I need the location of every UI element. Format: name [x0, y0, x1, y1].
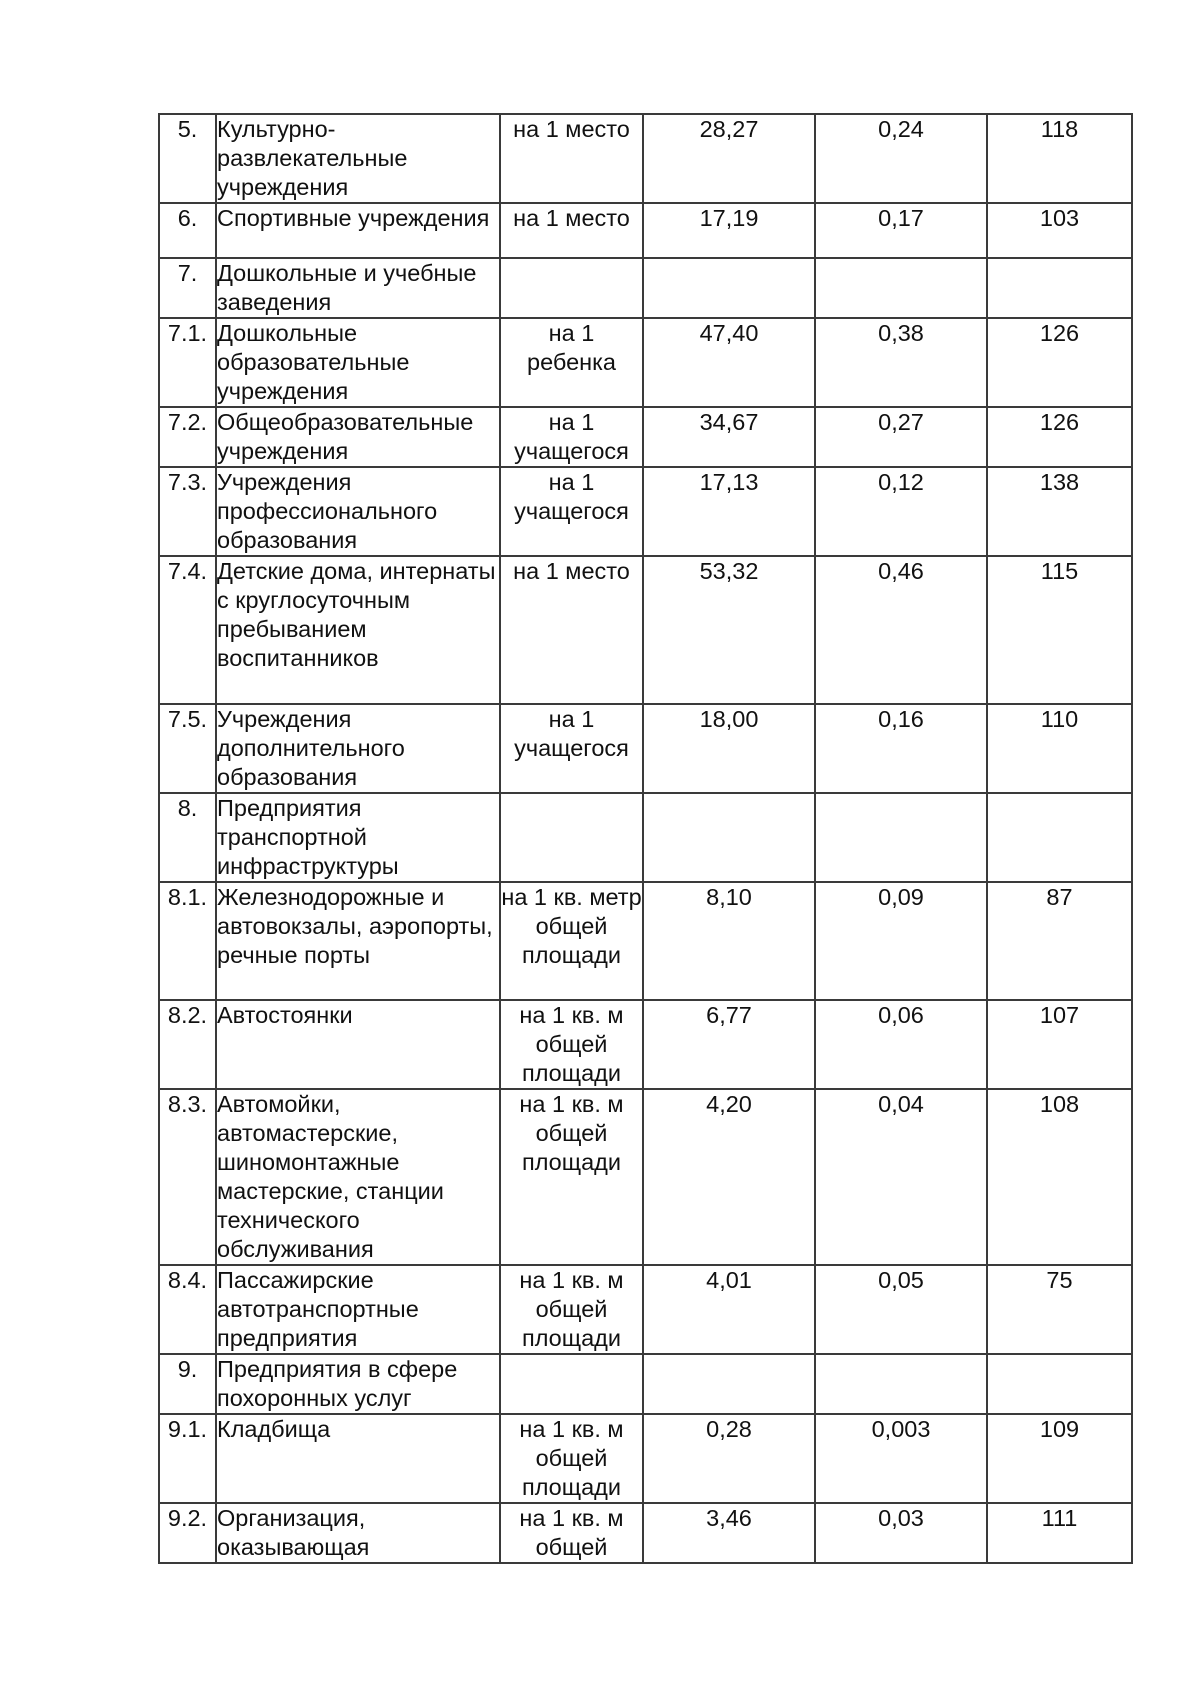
facility-name: Предприятия в сфере похоронных услуг	[216, 1354, 500, 1414]
value-2: 0,27	[815, 407, 987, 467]
value-1: 53,32	[643, 556, 815, 704]
row-number: 8.4.	[159, 1265, 216, 1354]
value-1: 0,28	[643, 1414, 815, 1503]
row-number: 7.	[159, 258, 216, 318]
row-number: 8.	[159, 793, 216, 882]
value-3: 103	[987, 203, 1132, 258]
table-row	[159, 1414, 1132, 1503]
unit-of-measure	[500, 793, 643, 882]
unit-of-measure: на 1 кв. м общей площади	[500, 1089, 643, 1265]
value-3: 118	[987, 114, 1132, 203]
table-row	[159, 1089, 1132, 1265]
table-row	[159, 1354, 1132, 1414]
row-number: 7.3.	[159, 467, 216, 556]
facility-name: Общеобразовательные учреждения	[216, 407, 500, 467]
facility-name: Организация, оказывающая	[216, 1503, 500, 1563]
table-row	[159, 203, 1132, 258]
value-1: 4,01	[643, 1265, 815, 1354]
value-1: 34,67	[643, 407, 815, 467]
value-2	[815, 793, 987, 882]
unit-of-measure	[500, 1354, 643, 1414]
unit-of-measure: на 1 учащегося	[500, 407, 643, 467]
facility-name: Автомойки, автомастерские, шиномонтажные мастерские, станции технического обслуживания	[216, 1089, 500, 1265]
table-row	[159, 882, 1132, 1000]
value-3: 75	[987, 1265, 1132, 1354]
value-3: 111	[987, 1503, 1132, 1563]
table-row	[159, 704, 1132, 793]
value-2: 0,09	[815, 882, 987, 1000]
value-1: 47,40	[643, 318, 815, 407]
value-1	[643, 1354, 815, 1414]
value-2: 0,06	[815, 1000, 987, 1089]
facility-name: Учреждения профессионального образования	[216, 467, 500, 556]
value-2: 0,16	[815, 704, 987, 793]
row-number: 8.2.	[159, 1000, 216, 1089]
value-2: 0,24	[815, 114, 987, 203]
value-3: 126	[987, 407, 1132, 467]
table-row	[159, 318, 1132, 407]
value-1: 17,19	[643, 203, 815, 258]
row-number: 8.1.	[159, 882, 216, 1000]
value-2: 0,38	[815, 318, 987, 407]
facility-name: Предприятия транспортной инфраструктуры	[216, 793, 500, 882]
unit-of-measure: на 1 кв. м общей площади	[500, 1000, 643, 1089]
row-number: 6.	[159, 203, 216, 258]
table-row	[159, 114, 1132, 203]
table-row	[159, 1000, 1132, 1089]
value-3	[987, 258, 1132, 318]
facility-name: Дошкольные образовательные учреждения	[216, 318, 500, 407]
unit-of-measure: на 1 место	[500, 114, 643, 203]
facility-name: Культурно-развлекательные учреждения	[216, 114, 500, 203]
value-2: 0,12	[815, 467, 987, 556]
unit-of-measure: на 1 кв. м общей	[500, 1503, 643, 1563]
value-1: 6,77	[643, 1000, 815, 1089]
unit-of-measure: на 1 кв. м общей площади	[500, 1265, 643, 1354]
value-3: 109	[987, 1414, 1132, 1503]
unit-of-measure: на 1 ребенка	[500, 318, 643, 407]
value-3: 126	[987, 318, 1132, 407]
facility-name: Автостоянки	[216, 1000, 500, 1089]
value-3: 87	[987, 882, 1132, 1000]
unit-of-measure: на 1 место	[500, 556, 643, 704]
facility-name: Спортивные учреждения	[216, 203, 500, 258]
table-row	[159, 467, 1132, 556]
row-number: 7.5.	[159, 704, 216, 793]
value-1: 3,46	[643, 1503, 815, 1563]
value-3: 107	[987, 1000, 1132, 1089]
value-1: 8,10	[643, 882, 815, 1000]
value-1: 4,20	[643, 1089, 815, 1265]
unit-of-measure: на 1 кв. м общей площади	[500, 1414, 643, 1503]
value-2	[815, 1354, 987, 1414]
value-3: 115	[987, 556, 1132, 704]
unit-of-measure: на 1 место	[500, 203, 643, 258]
value-1: 18,00	[643, 704, 815, 793]
row-number: 7.4.	[159, 556, 216, 704]
row-number: 9.	[159, 1354, 216, 1414]
value-1	[643, 258, 815, 318]
unit-of-measure: на 1 учащегося	[500, 467, 643, 556]
table-row	[159, 556, 1132, 704]
row-number: 7.2.	[159, 407, 216, 467]
value-1	[643, 793, 815, 882]
waste-norms-table	[158, 113, 1133, 1564]
value-2: 0,05	[815, 1265, 987, 1354]
table-row	[159, 1503, 1132, 1563]
value-2: 0,003	[815, 1414, 987, 1503]
row-number: 9.2.	[159, 1503, 216, 1563]
value-1: 17,13	[643, 467, 815, 556]
value-2: 0,04	[815, 1089, 987, 1265]
value-3	[987, 793, 1132, 882]
row-number: 5.	[159, 114, 216, 203]
value-3: 108	[987, 1089, 1132, 1265]
row-number: 9.1.	[159, 1414, 216, 1503]
facility-name: Железнодорожные и автовокзалы, аэропорты, речные порты	[216, 882, 500, 1000]
value-2	[815, 258, 987, 318]
table-row	[159, 258, 1132, 318]
value-3	[987, 1354, 1132, 1414]
row-number: 7.1.	[159, 318, 216, 407]
table-row	[159, 1265, 1132, 1354]
facility-name: Кладбища	[216, 1414, 500, 1503]
row-number: 8.3.	[159, 1089, 216, 1265]
facility-name: Пассажирские автотранспортные предприятия	[216, 1265, 500, 1354]
value-2: 0,46	[815, 556, 987, 704]
unit-of-measure	[500, 258, 643, 318]
value-1: 28,27	[643, 114, 815, 203]
facility-name: Учреждения дополнительного образования	[216, 704, 500, 793]
value-3: 138	[987, 467, 1132, 556]
unit-of-measure: на 1 кв. метр общей площади	[500, 882, 643, 1000]
table-row	[159, 793, 1132, 882]
value-3: 110	[987, 704, 1132, 793]
facility-name: Детские дома, интернаты с круглосуточным пребыванием воспитанников	[216, 556, 500, 704]
unit-of-measure: на 1 учащегося	[500, 704, 643, 793]
value-2: 0,17	[815, 203, 987, 258]
table-row	[159, 407, 1132, 467]
value-2: 0,03	[815, 1503, 987, 1563]
facility-name: Дошкольные и учебные заведения	[216, 258, 500, 318]
